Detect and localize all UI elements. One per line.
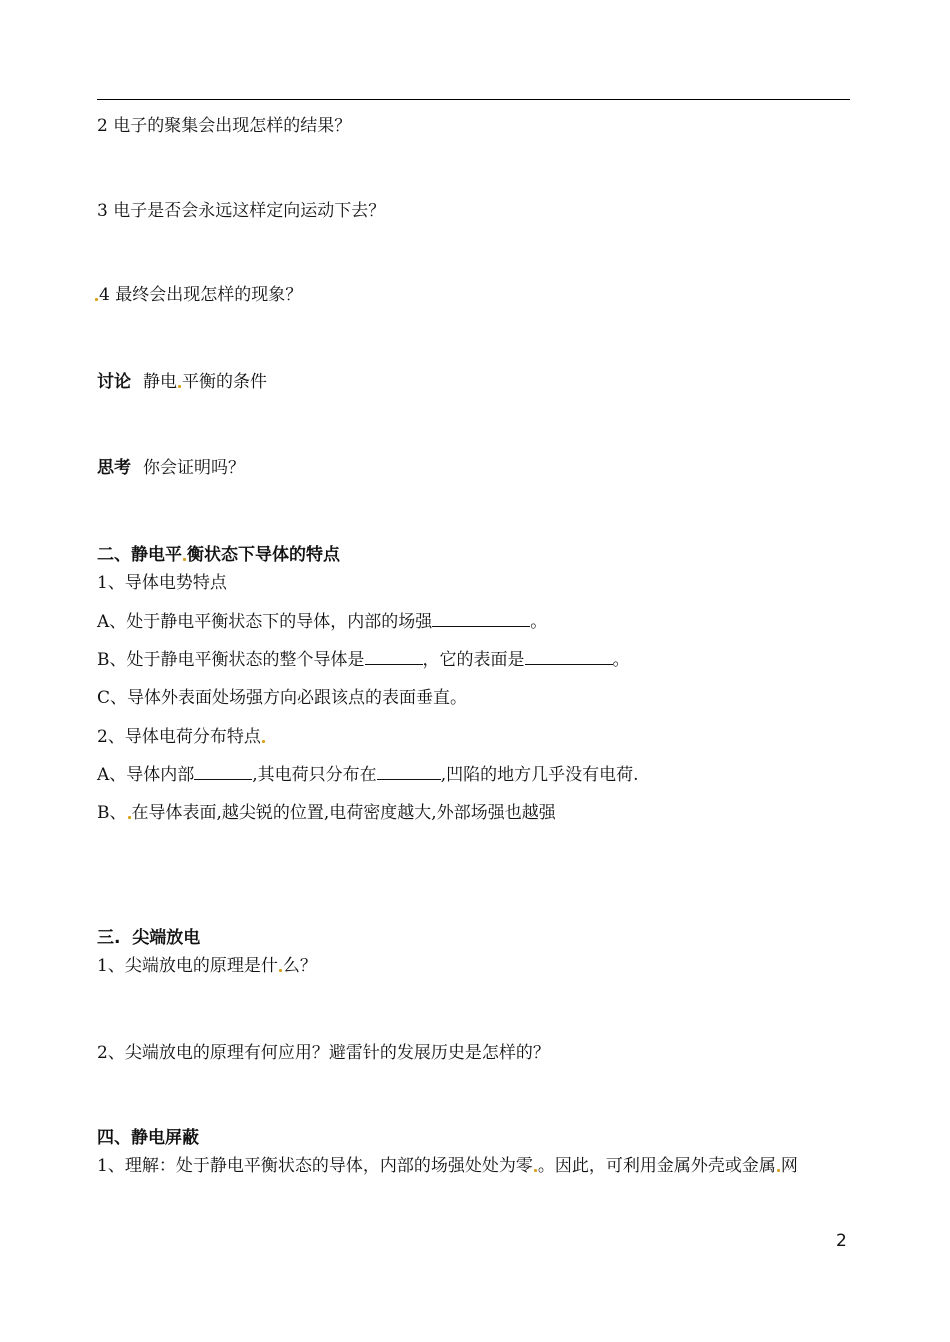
section-3-heading: 三. 尖端放电 [97,928,201,948]
section-4-line-1-b: 。因此，可利用金属外壳或金属 [537,1156,776,1176]
line-b-text-a: B、处于静电平衡状态的整个导体是 [97,650,365,670]
section-2-line-2a [97,764,639,786]
discussion-line [97,371,267,393]
marker-dot [178,385,181,388]
marker-dot [95,298,98,301]
fill-in-blank[interactable] [377,764,441,780]
marker-dot [183,558,186,561]
section-2-heading-a: 二、静电平 [97,545,182,565]
section-3-question-2: 2、尖端放电的原理有何应用？避雷针的发展历史是怎样的？ [97,1043,550,1063]
fill-in-blank[interactable] [432,611,530,627]
line-2b-text-b: 在导体表面,越尖锐的位置,电荷密度越大,外部场强也越强 [131,803,556,823]
line-2a-text-a: A、导体内部 [97,765,195,785]
section-4-line-1-a: 1、理解：处于静电平衡状态的导体，内部的场强处处为零 [97,1156,533,1176]
page-number: 2 [836,1231,847,1251]
section-2-heading [97,544,340,566]
section-2-line-a [97,611,547,633]
section-2-line-2b [97,802,556,824]
section-2-line-c: C、导体外表面处场强方向必跟该点的表面垂直。 [97,688,468,708]
marker-dot [777,1169,780,1172]
question-4 [94,284,302,306]
section-4-line-1-c: 网 [780,1156,798,1176]
section-2-line-b [97,649,630,671]
item-2-title-text: 2、导体电荷分布特点 [97,727,261,747]
section-2-heading-b: 衡状态下导体的特点 [187,545,340,565]
section-2-item-2-title [97,726,266,748]
marker-dot [279,969,282,972]
line-b-end: 。 [612,650,630,670]
discussion-label: 讨论 [97,372,131,392]
line-2b-text-a: B、 [97,803,127,823]
line-a-text: A、处于静电平衡状态下的导体，内部的场强 [97,612,433,632]
discussion-text-b: 平衡的条件 [182,372,267,392]
line-2a-text-c: ,凹陷的地方几乎没有电荷. [440,765,639,785]
header-rule [97,99,850,100]
section-3-q1-b: 么？ [282,956,317,976]
section-3-q1-a: 1、尖端放电的原理是什 [97,956,278,976]
marker-dot [262,740,265,743]
fill-in-blank[interactable] [365,649,423,665]
section-4-line-1 [97,1155,798,1177]
think-line [97,457,245,479]
section-2-item-1-title: 1、导体电势特点 [97,573,227,593]
line-2a-text-b: ,其电荷只分布在 [252,765,377,785]
fill-in-blank[interactable] [194,764,252,780]
section-4-heading: 四、静电屏蔽 [97,1128,199,1148]
section-3-question-1 [97,955,317,977]
discussion-text-a: 静电 [143,372,177,392]
think-text: 你会证明吗？ [143,458,245,478]
question-4-text: 4 最终会出现怎样的现象？ [99,285,303,305]
marker-dot [128,816,131,819]
line-b-text-b: ，它的表面是 [422,650,525,670]
question-3: 3 电子是否会永远这样定向运动下去？ [97,201,386,221]
marker-dot [534,1169,537,1172]
fill-in-blank[interactable] [525,649,613,665]
question-2: 2 电子的聚集会出现怎样的结果？ [97,116,352,136]
think-label: 思考 [97,458,131,478]
line-a-end: 。 [530,612,548,632]
